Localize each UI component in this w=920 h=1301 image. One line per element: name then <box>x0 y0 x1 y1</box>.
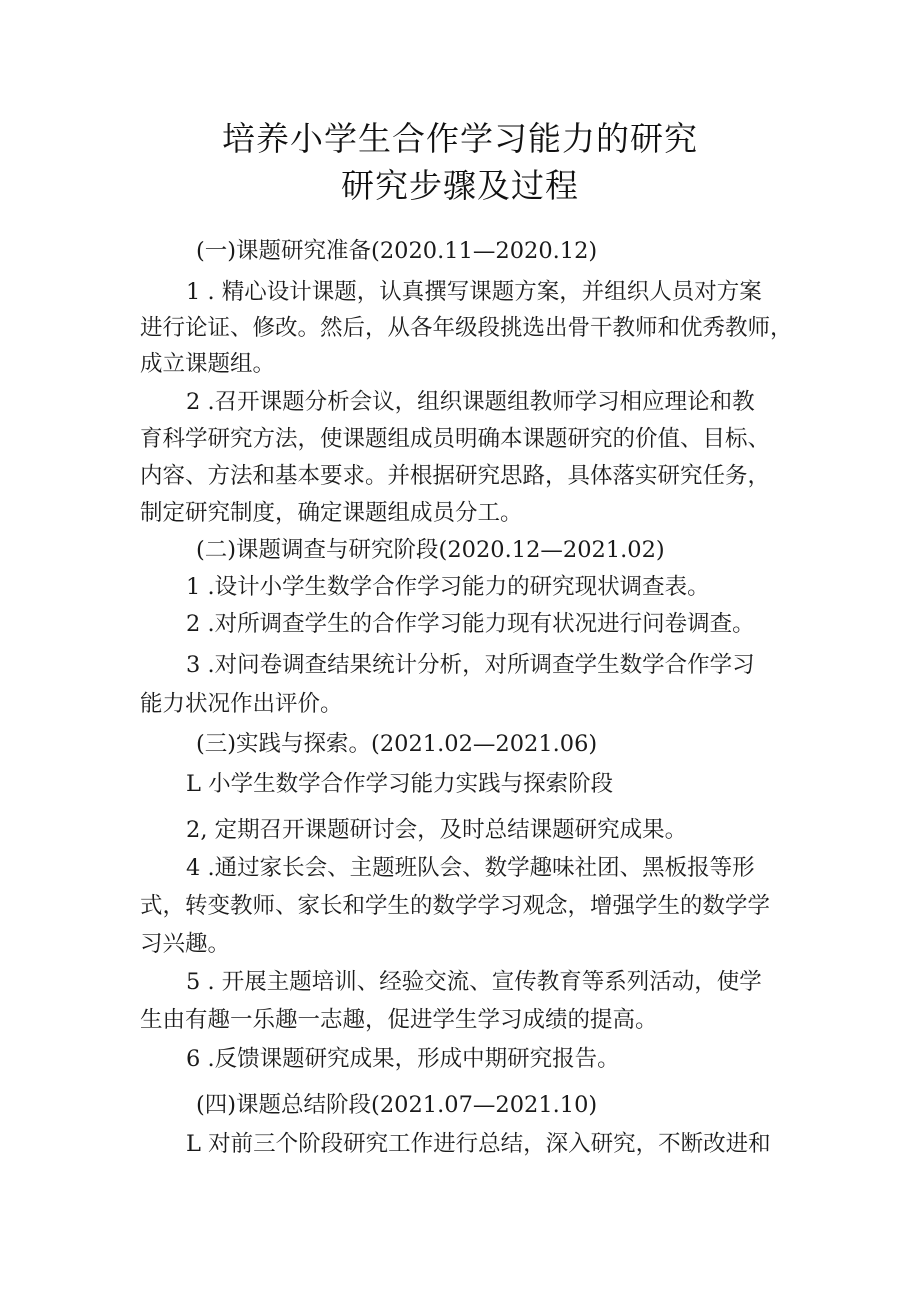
paragraph-line: 制定研究制度，确定课题组成员分工。 <box>140 500 523 526</box>
paragraph-line: 2 .召开课题分析会议，组织课题组教师学习相应理论和教 <box>186 389 755 415</box>
section-heading-1: (一)课题研究准备(2020.11—2020.12) <box>196 238 598 264</box>
paragraph-line: 式，转变教师、家长和学生的数学学习观念，增强学生的数学学 <box>140 893 771 919</box>
paragraph-line: L 小学生数学合作学习能力实践与探索阶段 <box>186 771 614 797</box>
paragraph-line: 进行论证、修改。然后，从各年级段挑选出骨干教师和优秀教师， <box>140 315 793 341</box>
paragraph-line: 育科学研究方法，使课题组成员明确本课题研究的价值、目标、 <box>140 426 771 452</box>
section-heading-4: (四)课题总结阶段(2021.07—2021.10) <box>196 1092 598 1118</box>
paragraph-line: 生由有趣一乐趣一志趣，促进学生学习成绩的提高。 <box>140 1007 658 1033</box>
paragraph-line: 3 .对问卷调查结果统计分析，对所调查学生数学合作学习 <box>186 652 755 678</box>
paragraph-line: 成立课题组。 <box>140 351 276 377</box>
paragraph-line: 4 .通过家长会、主题班队会、数学趣味社团、黑板报等形 <box>186 855 755 881</box>
section-heading-3: (三)实践与探索。(2021.02—2021.06) <box>196 731 598 757</box>
paragraph-line: 习兴趣。 <box>140 931 231 957</box>
paragraph-line: 5 . 开展主题培训、经验交流、宣传教育等系列活动，使学 <box>186 969 762 995</box>
document-title: 培养小学生合作学习能力的研究 <box>222 119 698 158</box>
section-heading-2: (二)课题调查与研究阶段(2020.12—2021.02) <box>196 537 665 563</box>
document-subtitle: 研究步骤及过程 <box>341 166 579 205</box>
paragraph-line: 1 . 精心设计课题，认真撰写课题方案，并组织人员对方案 <box>186 279 762 305</box>
paragraph-line: 6 .反馈课题研究成果，形成中期研究报告。 <box>186 1046 620 1072</box>
paragraph-line: 内容、方法和基本要求。并根据研究思路，具体落实研究任务， <box>140 463 771 489</box>
paragraph-line: L 对前三个阶段研究工作进行总结，深入研究，不断改进和 <box>186 1131 771 1157</box>
paragraph-line: 2 .对所调查学生的合作学习能力现有状况进行问卷调查。 <box>186 611 755 637</box>
paragraph-line: 2, 定期召开课题研讨会，及时总结课题研究成果。 <box>186 817 688 843</box>
paragraph-line: 1 .设计小学生数学合作学习能力的研究现状调查表。 <box>186 574 710 600</box>
paragraph-line: 能力状况作出评价。 <box>140 691 343 717</box>
